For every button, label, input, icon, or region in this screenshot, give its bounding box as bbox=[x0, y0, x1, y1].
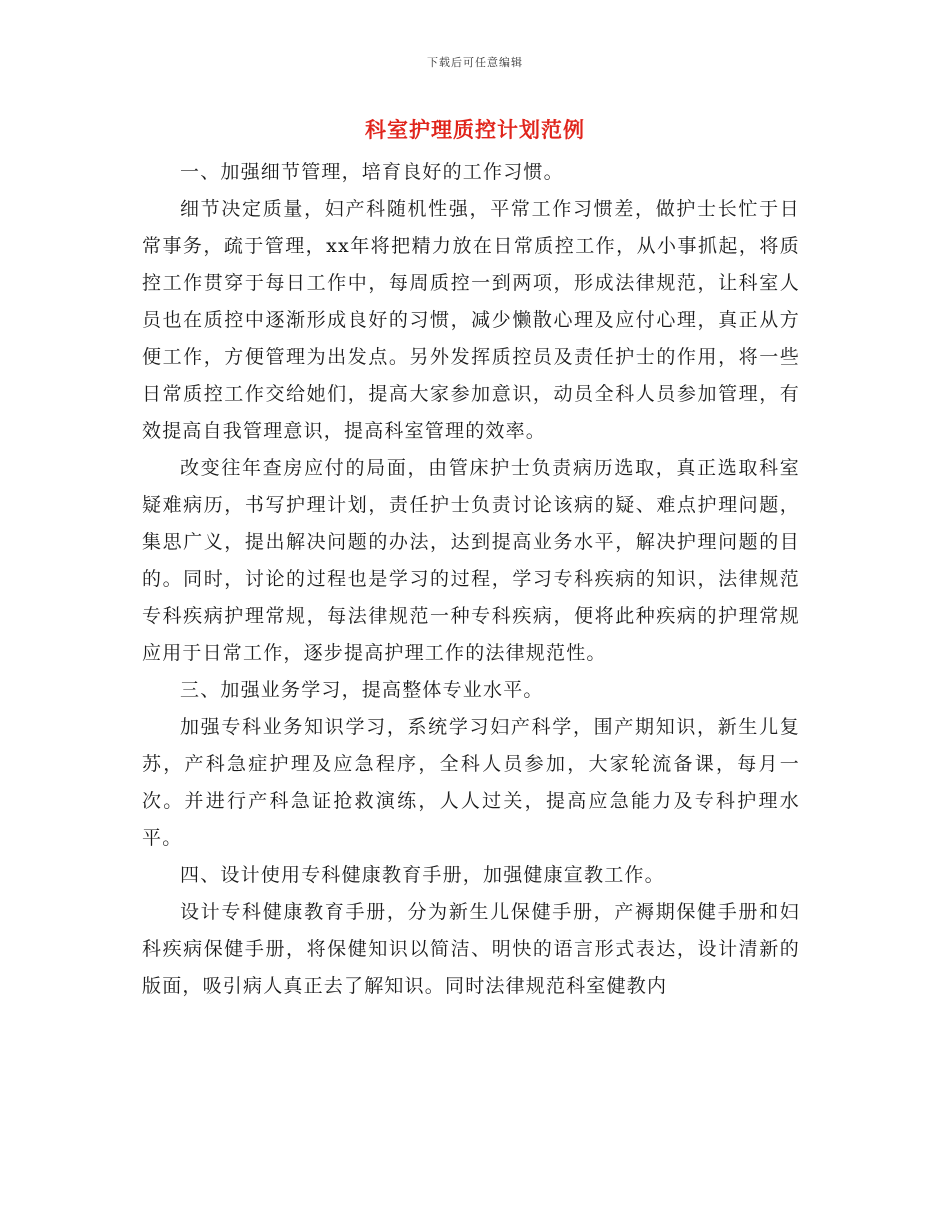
document-title: 科室护理质控计划范例 bbox=[365, 117, 585, 142]
section-heading-1: 一、加强细节管理，培育良好的工作习惯。 bbox=[180, 161, 564, 183]
header-note: 下载后可任意编辑 bbox=[427, 56, 523, 69]
body-paragraph: 改变往年查房应付的局面，由管床护士负责病历选取，真正选取科室疑难病历，书写护理计划，责任护士负责讨论该病的疑、难点护理问题，集思广义，提出解决问题的办法，达到提高业务水平，解决护理问题的目的。同时，讨论的过程也是学习的过程，学习专科疾病的知识，法律规范专科疾病护理常规，每法律规范一种专科疾病，便将此种疾病的护理常规应用于日常工作，逐步提高护理工作的法律规范性。 bbox=[142, 457, 800, 664]
body-paragraph: 细节决定质量，妇产科随机性强，平常工作习惯差，做护士长忙于日常事务，疏于管理，xx年将把精力放在日常质控工作，从小事抓起，将质控工作贯穿于每日工作中，每周质控一到两项，形成法律规范，让科室人员也在质控中逐渐形成良好的习惯，减少懒散心理及应付心理，真正从方便工作，方便管理为出发点。另外发挥质控员及责任护士的作用，将一些日常质控工作交给她们，提高大家参加意识，动员全科人员参加管理，有效提高自我管理意识，提高科室管理的效率。 bbox=[142, 198, 800, 442]
section-heading-3: 三、加强业务学习，提高整体专业水平。 bbox=[180, 679, 544, 701]
section-heading-4: 四、设计使用专科健康教育手册，加强健康宣教工作。 bbox=[180, 864, 665, 886]
body-paragraph: 设计专科健康教育手册，分为新生儿保健手册，产褥期保健手册和妇科疾病保健手册，将保健知识以简洁、明快的语言形式表达，设计清新的版面，吸引病人真正去了解知识。同时法律规范科室健教内 bbox=[142, 901, 800, 997]
body-paragraph: 加强专科业务知识学习，系统学习妇产科学，围产期知识，新生儿复苏，产科急症护理及应急程序，全科人员参加，大家轮流备课，每月一次。并进行产科急证抢救演练，人人过关，提高应急能力及专科护理水平。 bbox=[142, 716, 800, 849]
document-body bbox=[142, 154, 800, 1005]
